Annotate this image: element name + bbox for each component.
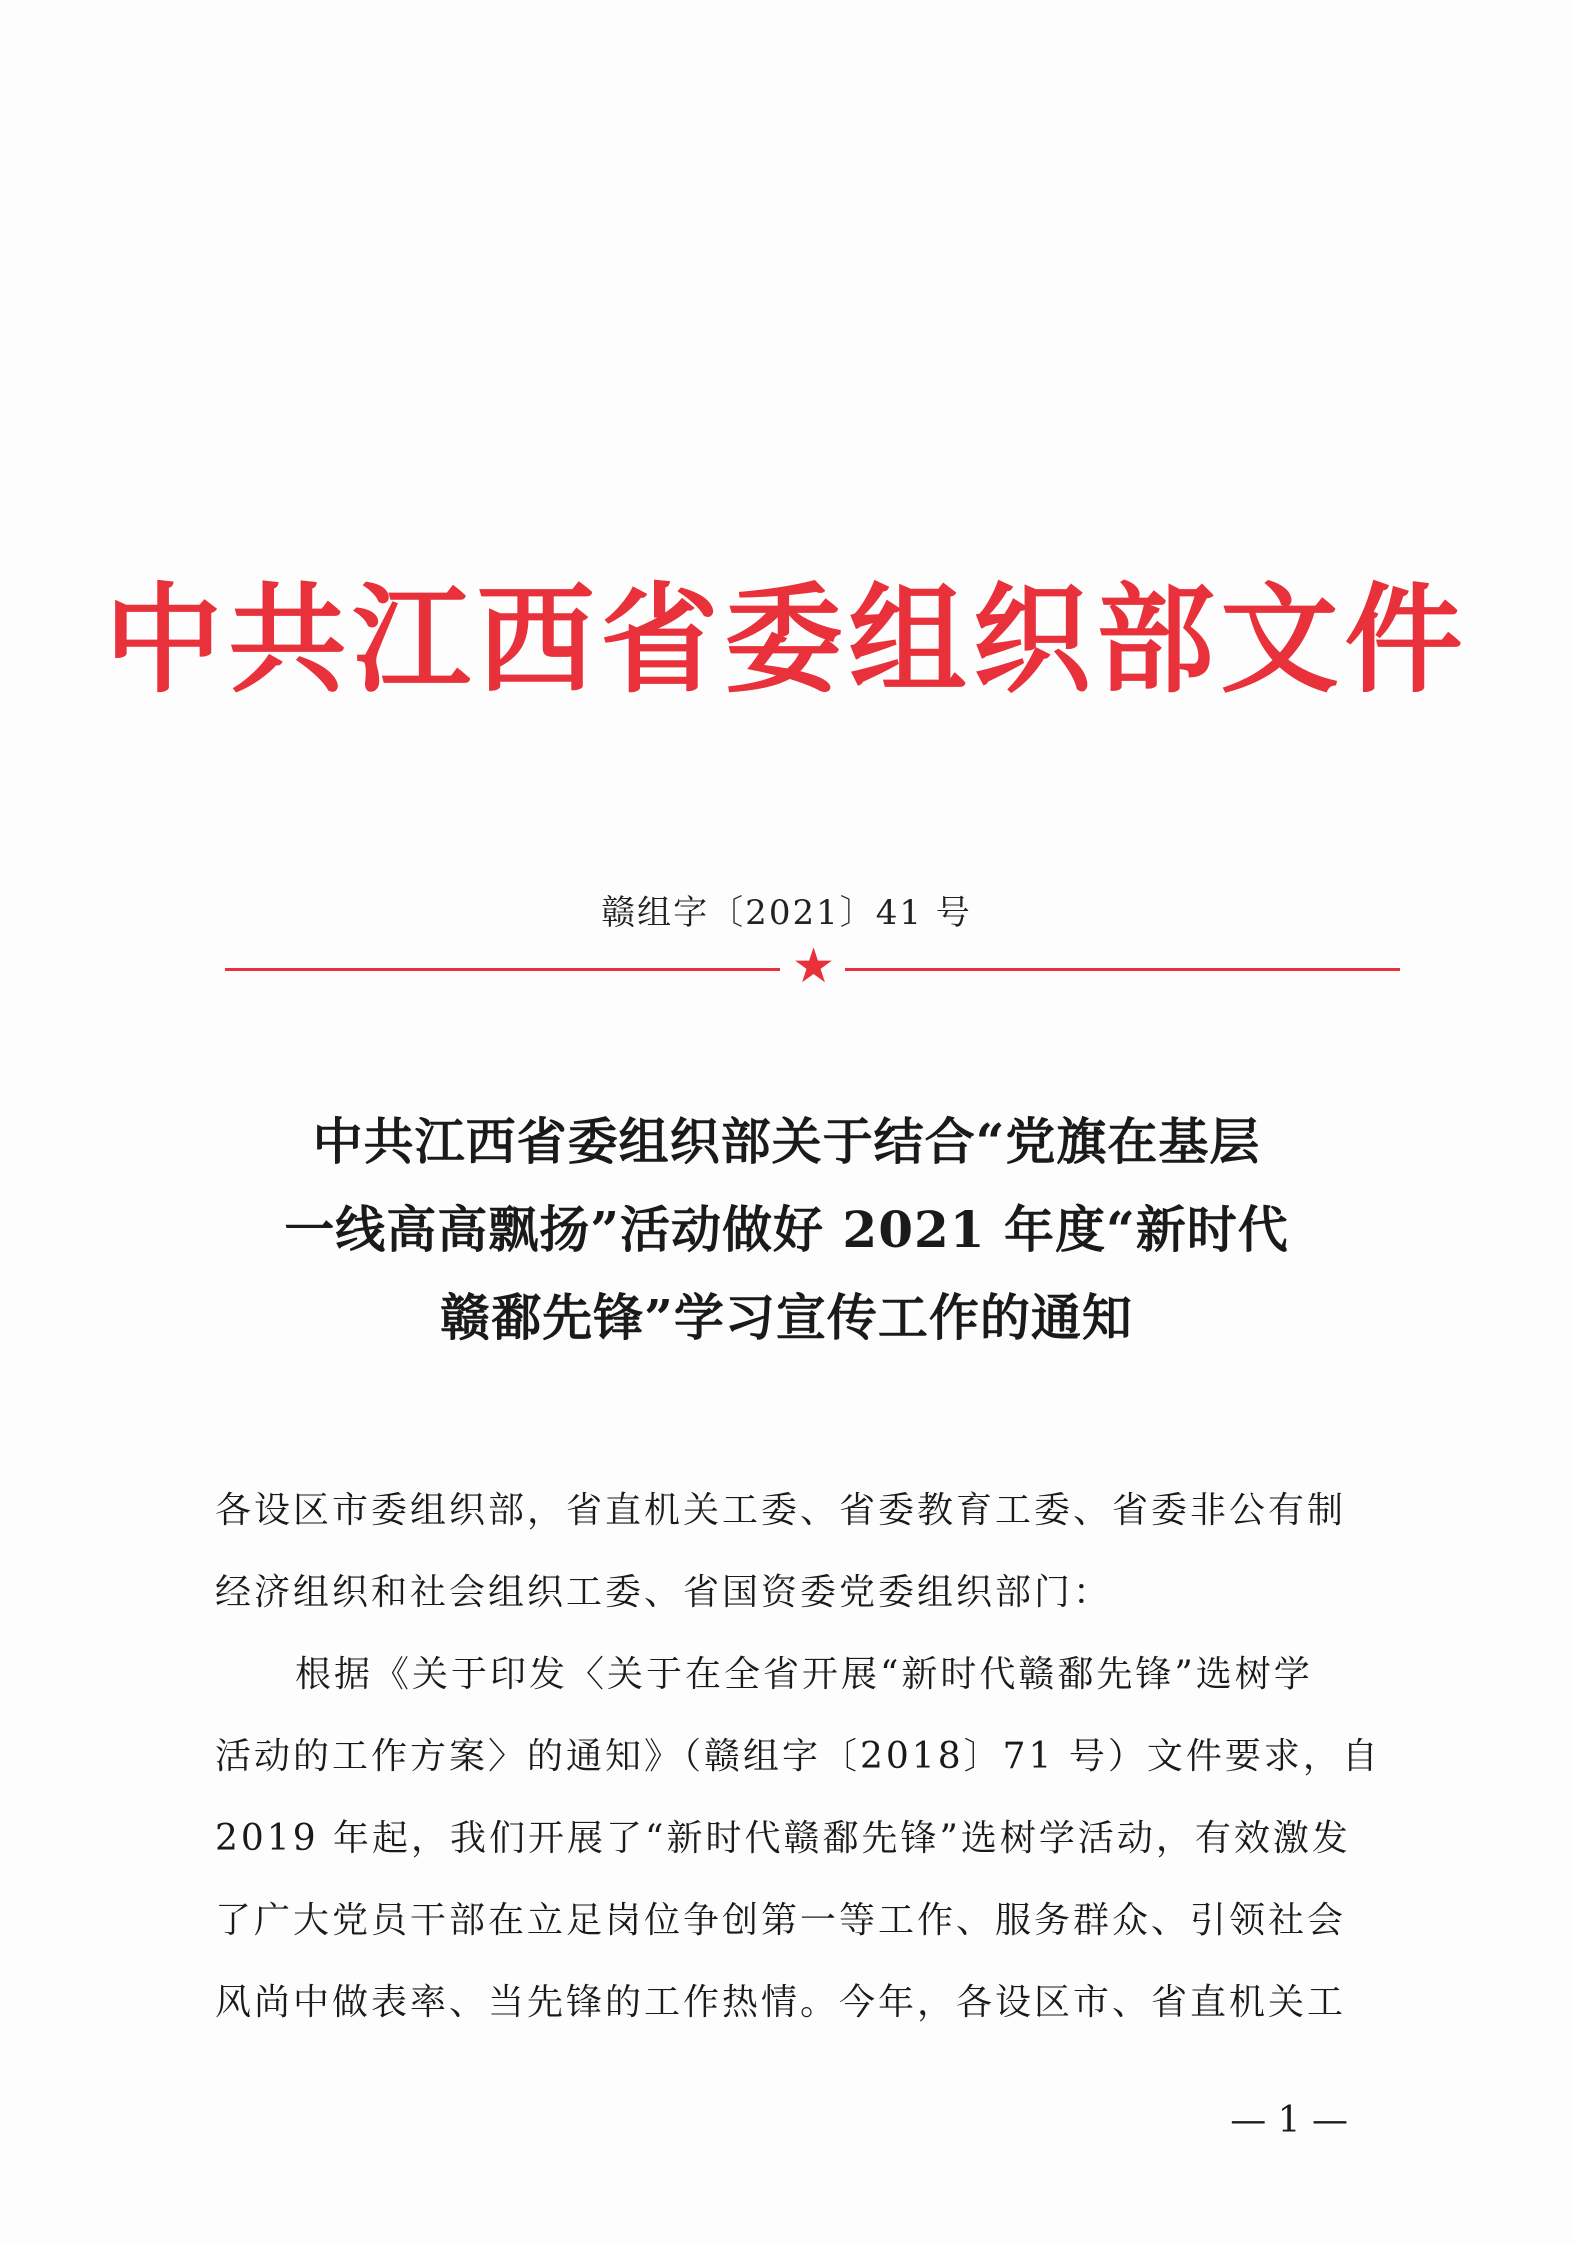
paragraph-line: 活动的工作方案〉的通知》（赣组字〔2018〕71 号）文件要求，自 <box>215 1736 1381 1777</box>
paragraph-line: 风尚中做表率、当先锋的工作热情。今年，各设区市、省直机关工 <box>215 1982 1347 2023</box>
paragraph-line: 根据《关于印发〈关于在全省开展“新时代赣鄱先锋”选树学 <box>295 1654 1313 1695</box>
separator-line-right <box>845 968 1400 971</box>
separator-line-left <box>225 968 780 971</box>
page-number: — 1 — <box>1230 2100 1348 2141</box>
star-icon: ★ <box>792 938 836 994</box>
addressee-line: 各设区市委组织部，省直机关工委、省委教育工委、省委非公有制 <box>215 1490 1347 1531</box>
notice-title-line: 一线高高飘扬”活动做好 2021 年度“新时代 <box>284 1200 1289 1259</box>
document-number: 赣组字〔2021〕41 号 <box>601 893 972 933</box>
issuing-authority-title: 中共江西省委组织部文件 <box>104 570 1469 709</box>
paragraph-line: 2019 年起，我们开展了“新时代赣鄱先锋”选树学活动，有效激发 <box>215 1818 1351 1859</box>
notice-title <box>0 1098 1573 1362</box>
notice-title-line: 赣鄱先锋”学习宣传工作的通知 <box>440 1288 1133 1347</box>
paragraph-line: 了广大党员干部在立足岗位争创第一等工作、服务群众、引领社会 <box>215 1900 1347 1941</box>
red-separator <box>225 938 1400 994</box>
body-text <box>215 1470 1390 2044</box>
notice-title-line: 中共江西省委组织部关于结合“党旗在基层 <box>312 1112 1261 1171</box>
addressee-line: 经济组织和社会组织工委、省国资委党委组织部门： <box>215 1572 1113 1613</box>
